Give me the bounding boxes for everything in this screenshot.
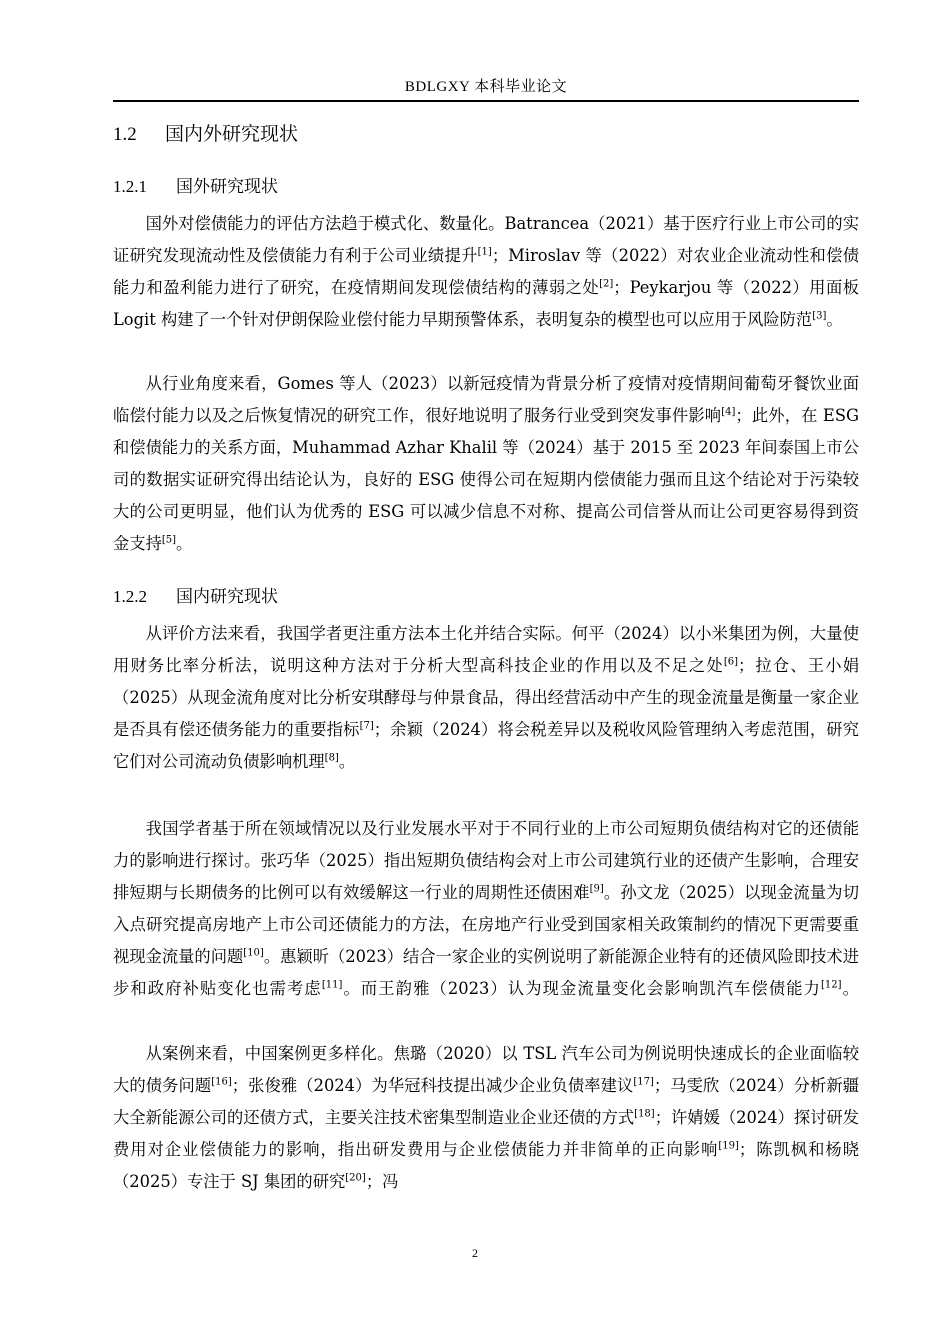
section-number: 1.2 xyxy=(113,124,137,145)
subsection-title: 国外研究现状 xyxy=(176,177,278,197)
citation-marker: [9] xyxy=(589,883,604,895)
citation-marker: [10] xyxy=(243,947,264,959)
running-header: BDLGXY 本科毕业论文 xyxy=(404,79,568,95)
header-rule xyxy=(113,100,859,102)
citation-marker: [1] xyxy=(477,246,492,258)
citation-marker: [17] xyxy=(633,1076,654,1088)
citation-marker: [4] xyxy=(721,406,736,418)
section-title: 国内外研究现状 xyxy=(165,123,299,145)
subsection-heading-foreign xyxy=(113,172,278,197)
citation-marker: [6] xyxy=(723,656,738,668)
citation-marker: [20] xyxy=(345,1172,366,1184)
citation-marker: [11] xyxy=(321,979,343,991)
citation-marker: [12] xyxy=(821,979,842,991)
body-paragraph: 我国学者基于所在领域情况以及行业发展水平对于不同行业的上市公司短期负债结构对它的还债能力的影响进行探讨。张巧华（2025）指出短期负债结构会对上市公司建筑行业的还债产生影响，合理安排短期与长期债务的比例可以有效缓解这一行业的周期性还债困难[9]。孙文龙（2025）以现金流量为切入点研究提高房地产上市公司还债能力的方法，在房地产行业受到国家相关政策制约的情况下更需要重视现金流量的问题[10]。惠颖昕（2023）结合一家企业的实例说明了新能源企业特有的还债风险即技术进步和政府补贴变化也需考虑[11]。而王韵雅（2023）认为现金流量变化会影响凯汽车偿债能力[12]。 xyxy=(113,819,859,998)
section-heading xyxy=(113,119,298,146)
citation-marker: [5] xyxy=(161,534,177,546)
citation-marker: [2] xyxy=(599,278,614,290)
citation-marker: [7] xyxy=(359,720,374,732)
subsection-number: 1.2.2 xyxy=(113,587,147,606)
body-paragraph: 从评价方法来看，我国学者更注重方法本土化并结合实际。何平（2024）以小米集团为例，大量使用财务比率分析法，说明这种方法对于分析大型高科技企业的作用以及不足之处[6]；拉仓、王小娟（2025）从现金流角度对比分析安琪酵母与仲景食品，得出经营活动中产生的现金流量是衡量一家企业是否具有偿还债务能力的重要指标[7]；余颖（2024）将会税差异以及税收风险管理纳入考虑范围，研究它们对公司流动负债影响机理[8]。 xyxy=(113,624,859,771)
subsection-number: 1.2.1 xyxy=(113,177,147,196)
body-paragraph: 从案例来看，中国案例更多样化。焦璐（2020）以 TSL 汽车公司为例说明快速成长的企业面临较大的债务问题[16]；张俊雅（2024）为华冠科技提出减少企业负债率建议[17]；马雯欣（2024）分析新疆大全新能源公司的还债方式，主要关注技术密集型制造业企业还债的方式[18]；许婧媛（2024）探讨研发费用对企业偿债能力的影响，指出研发费用与企业偿债能力并非简单的正向影响[19]；陈凯枫和杨晓（2025）专注于 SJ 集团的研究[20]；冯 xyxy=(113,1044,860,1191)
citation-marker: [18] xyxy=(634,1108,655,1120)
page-number: 2 xyxy=(472,1246,478,1260)
citation-marker: [19] xyxy=(718,1140,739,1152)
subsection-heading-domestic xyxy=(113,582,278,607)
citation-marker: [8] xyxy=(324,752,339,764)
citation-marker: [3] xyxy=(812,310,827,322)
citation-marker: [16] xyxy=(211,1076,232,1088)
body-paragraph: 从行业角度来看，Gomes 等人（2023）以新冠疫情为背景分析了疫情对疫情期间葡萄牙餐饮业面临偿付能力以及之后恢复情况的研究工作，很好地说明了服务行业受到突发事件影响[4]；此外，在 ESG 和偿债能力的关系方面，Muhammad Azhar Khalil 等（2024）基于 2015 至 2023 年间泰国上市公司的数据实证研究得出结论认为，良好的 ESG 使得公司在短期内偿债能力强而且这个结论对于污染较大的公司更明显，他们认为优秀的 ESG 可以减少信息不对称、提高公司信誉从而让公司更容易得到资金支持[5]。 xyxy=(113,374,859,553)
body-paragraph: 国外对偿债能力的评估方法趋于模式化、数量化。Batrancea（2021）基于医疗行业上市公司的实证研究发现流动性及偿债能力有利于公司业绩提升[1]；Miroslav 等（2022）对农业企业流动性和偿债能力和盈利能力进行了研究，在疫情期间发现偿债结构的薄弱之处[2]；Peykarjou 等（2022）用面板 Logit 构建了一个针对伊朗保险业偿付能力早期预警体系，表明复杂的模型也可以应用于风险防范[3]。 xyxy=(113,214,859,329)
subsection-title: 国内研究现状 xyxy=(176,587,278,607)
